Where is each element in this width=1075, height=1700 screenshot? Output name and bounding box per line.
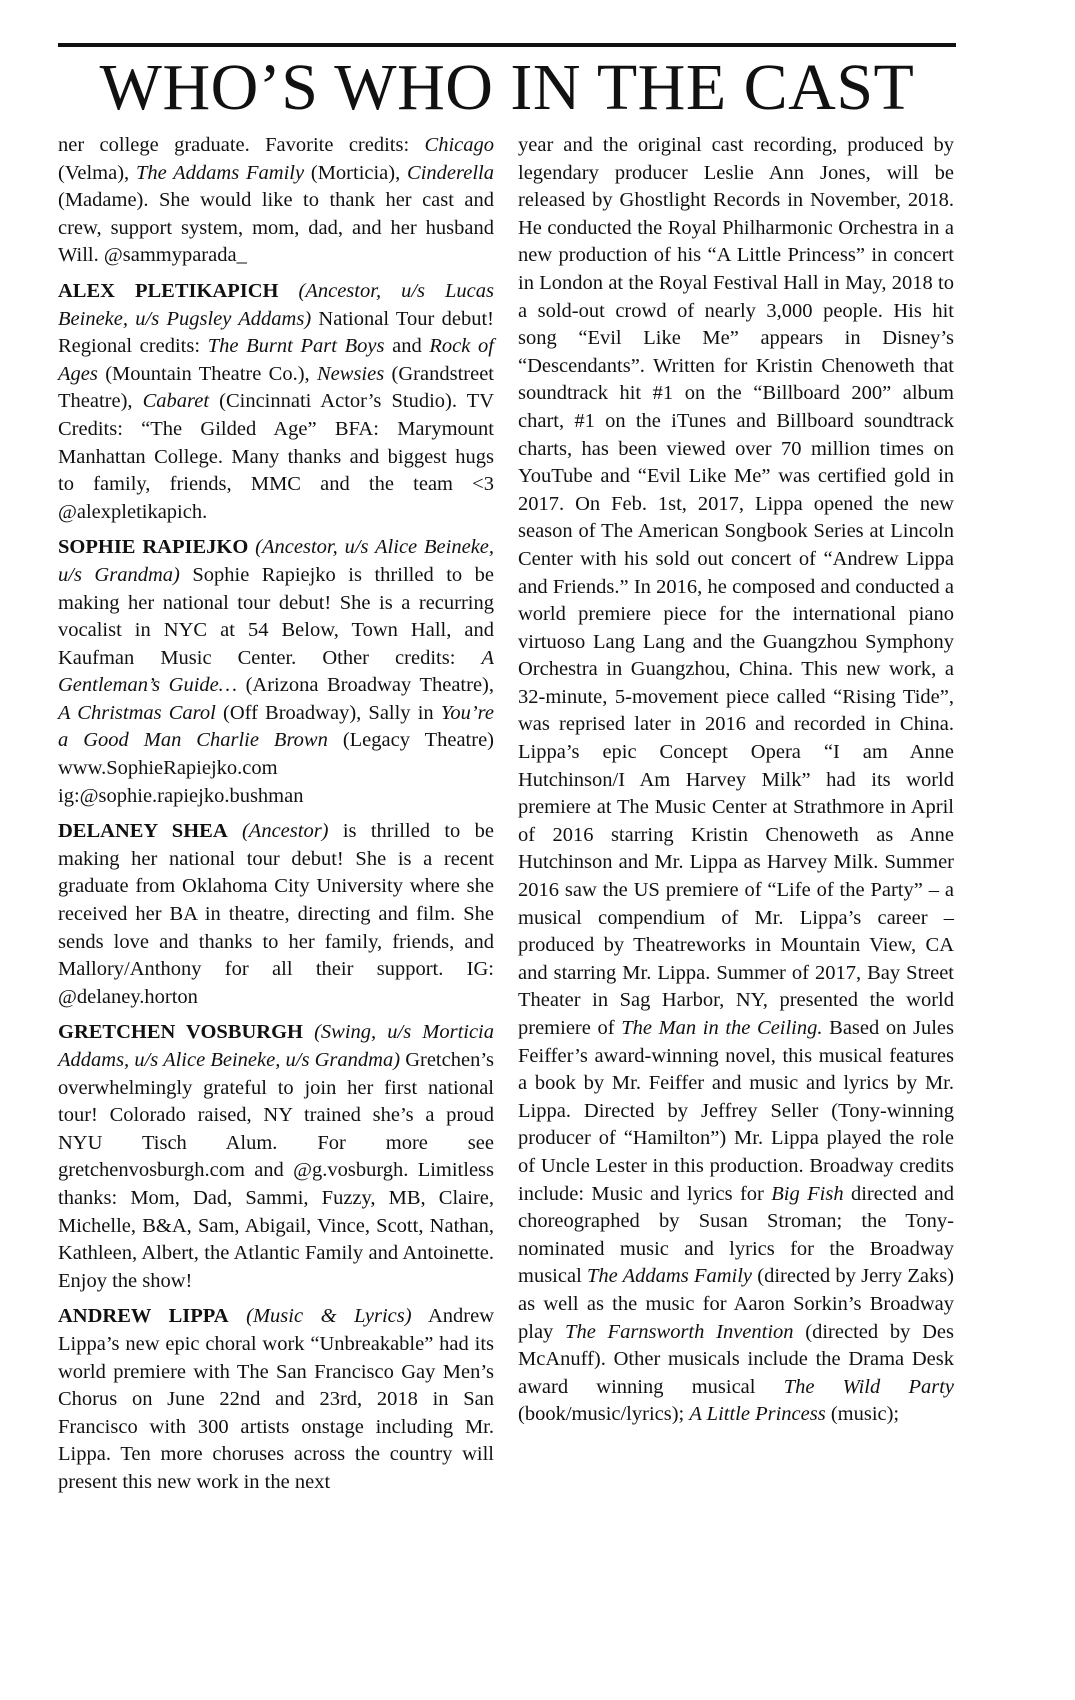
body-text: (directed by Jerry Zaks) as well as the music for Aaron Sorkin’s Broadway play (518, 1265, 954, 1343)
right-column (518, 132, 954, 1437)
body-text: (Morticia), (304, 161, 408, 184)
body-text: (Grandstreet Theatre), (58, 362, 494, 413)
body-text: (Velma), (58, 161, 136, 184)
bio-paragraph-pletikapich (58, 278, 494, 526)
body-text (229, 1305, 247, 1327)
bio-paragraph-vosburgh (58, 1019, 494, 1295)
body-text (279, 280, 299, 302)
body-text: (music); (825, 1403, 900, 1426)
body-text: Sophie Rapiejko is thrilled to be making her national tour debut! She is a recurring vocalist in NYC at 54 Below, Town Hall, and Kaufman Music Center. Other credits: (58, 563, 494, 669)
italic-text: The Addams Family (135, 161, 305, 184)
italic-text: Rock of Ages (58, 335, 494, 385)
italic-text: A Christmas Carol (58, 701, 216, 724)
italic-text: (Ancestor, u/s Lucas Beineke, u/s Pugsley Addams) (58, 279, 494, 330)
italic-text: Cabaret (142, 390, 210, 413)
body-text: (Cincinnati Actor’s Studio). TV Credits: “The Gilded Age” BFA: Marymount Manhattan College. Many thanks and biggest hugs to family, friends, MMC and the team <3 @alexpletikapich. (58, 390, 494, 523)
italic-text: A Little Princess (689, 1403, 826, 1426)
body-text: (Mountain Theatre Co.), (97, 362, 317, 385)
italic-text: Cinderella (407, 161, 494, 184)
body-text: is thrilled to be making her national tour debut! She is a recent graduate from Oklahoma City University where she received her BA in theatre, directing and film. She sends love and thanks to her family, friends, and Mallory/Anthony for all their support. IG: @delaney.horton (58, 820, 494, 1008)
left-column (58, 132, 494, 1505)
body-text: National Tour debut! Regional credits: (58, 307, 494, 358)
italic-text: The Burnt Part Boys (207, 335, 385, 358)
header-rule (58, 43, 956, 47)
cast-name: SOPHIE RAPIEJKO (58, 536, 249, 559)
body-text: (Madame). She would like to thank her cast and crew, support system, mom, dad, and her husband Will. @sammyparada_ (58, 189, 494, 267)
body-text: (directed by Des McAnuff). Other musicals include the Drama Desk award winning musical (518, 1320, 954, 1398)
body-text: (book/music/lyrics); (518, 1403, 690, 1426)
cast-name: ALEX PLETIKAPICH (58, 279, 279, 302)
body-text: (Off Broadway), Sally in (215, 701, 441, 724)
body-text (303, 1021, 314, 1043)
italic-text: Chicago (424, 134, 494, 156)
bio-paragraph-shea (58, 818, 494, 1011)
body-text: ner college graduate. Favorite credits: (58, 134, 425, 156)
cast-name: GRETCHEN VOSBURGH (58, 1021, 303, 1044)
italic-text: You’re a Good Man Charlie Brown (58, 701, 494, 752)
bio-paragraph-parada-cont (58, 132, 494, 270)
italic-text: The Addams Family (587, 1265, 753, 1288)
cast-name: ANDREW LIPPA (58, 1305, 229, 1328)
body-text: directed and choreographed by Susan Stroman; the Tony-nominated music and lyrics for the Broadway musical (518, 1182, 954, 1288)
body-text (228, 820, 242, 842)
italic-text: Big Fish (771, 1182, 844, 1205)
italic-text: A Gentleman’s Guide… (58, 646, 494, 697)
page-title: WHO’S WHO IN THE CAST (99, 51, 915, 124)
italic-text: The Wild Party (783, 1375, 954, 1398)
body-text: (Arizona Broadway Theatre), (237, 674, 495, 697)
italic-text: (Music & Lyrics) (246, 1305, 412, 1328)
body-text: Based on Jules Feiffer’s award-winning novel, this musical features a book by Mr. Feiffer and music and lyrics by Mr. Lippa. Directed by Jeffrey Seller (Tony-winning producer of “Hamilton”) Mr. Lippa played the role of Uncle Lester in this production. Broadway credits include: Music and lyrics for (518, 1017, 954, 1205)
bio-paragraph-lippa-cont (518, 132, 954, 1429)
body-text: Gretchen’s overwhelmingly grateful to join her first national tour! Colorado raised, NY trained she’s a proud NYU Tisch Alum. For more see gretchenvosburgh.com and @g.vosburgh. Limitless thanks: Mom, Dad, Sammi, Fuzzy, MB, Claire, Michelle, B&A, Sam, Abigail, Vince, Scott, Nathan, Kathleen, Albert, the Atlantic Family and Antoinette. Enjoy the show! (58, 1049, 494, 1292)
bio-paragraph-lippa (58, 1303, 494, 1496)
italic-text: The Man in the Ceiling. (621, 1017, 823, 1039)
cast-name: DELANEY SHEA (58, 820, 228, 843)
body-text: and (384, 335, 430, 358)
body-text: (Legacy Theatre) www.SophieRapiejko.com ig:@sophie.rapiejko.bushman (58, 729, 494, 807)
bio-paragraph-rapiejko (58, 534, 494, 810)
italic-text: (Ancestor) (241, 820, 329, 843)
body-text: year and the original cast recording, produced by legendary producer Leslie Ann Jones, will be released by Ghostlight Records in November, 2018. He conducted the Royal Philharmonic Orchestra in a new production of his “A Little Princess” in concert in London at the Royal Festival Hall in May, 2018 to a sold-out crowd of nearly 3,000 people. His hit song “Evil Like Me” appears in Disney’s “Descendants”. Written for Kristin Chenoweth that soundtrack hit #1 on the “Billboard 200” album chart, #1 on the iTunes and Billboard soundtrack charts, has been viewed over 70 million times on YouTube and “Evil Like Me” was certified gold in 2017. On Feb. 1st, 2017, Lippa opened the new season of The American Songbook Series at Lincoln Center with his sold out concert of “Andrew Lippa and Friends.” In 2016, he composed and conducted a world premiere piece for the international piano virtuoso Lang Lang and the Guangzhou Symphony Orchestra in Guangzhou, China. This new work, a 32-minute, 5-movement piece called “Rising Tide”, was reprised later in 2016 and recorded in China. Lippa’s epic Concept Opera “I am Anne Hutchinson/I Am Harvey Milk” had its world premiere at The Music Center at Strathmore in April of 2016 starring Kristin Chenoweth as Anne Hutchinson and Mr. Lippa as Harvey Milk. Summer 2016 saw the US premiere of “Life of the Party” – a musical compendium of Mr. Lippa’s career – produced by Theatreworks in Mountain View, CA and starring Mr. Lippa. Summer of 2017, Bay Street Theater in Sag Harbor, NY, presented the world premiere of (518, 134, 954, 1039)
italic-text: (Ancestor, u/s Alice Beineke, u/s Grandma) (58, 536, 495, 586)
italic-text: (Swing, u/s Morticia Addams, u/s Alice Beineke, u/s Grandma) (58, 1021, 495, 1071)
italic-text: The Farnsworth Invention (565, 1320, 794, 1343)
body-text: Andrew Lippa’s new epic choral work “Unbreakable” had its world premiere with The San Francisco Gay Men’s Chorus on June 22nd and 23rd, 2018 in San Francisco with 300 artists onstage including Mr. Lippa. Ten more choruses across the country will present this new work in the next (58, 1305, 495, 1493)
italic-text: Newsies (317, 362, 385, 385)
